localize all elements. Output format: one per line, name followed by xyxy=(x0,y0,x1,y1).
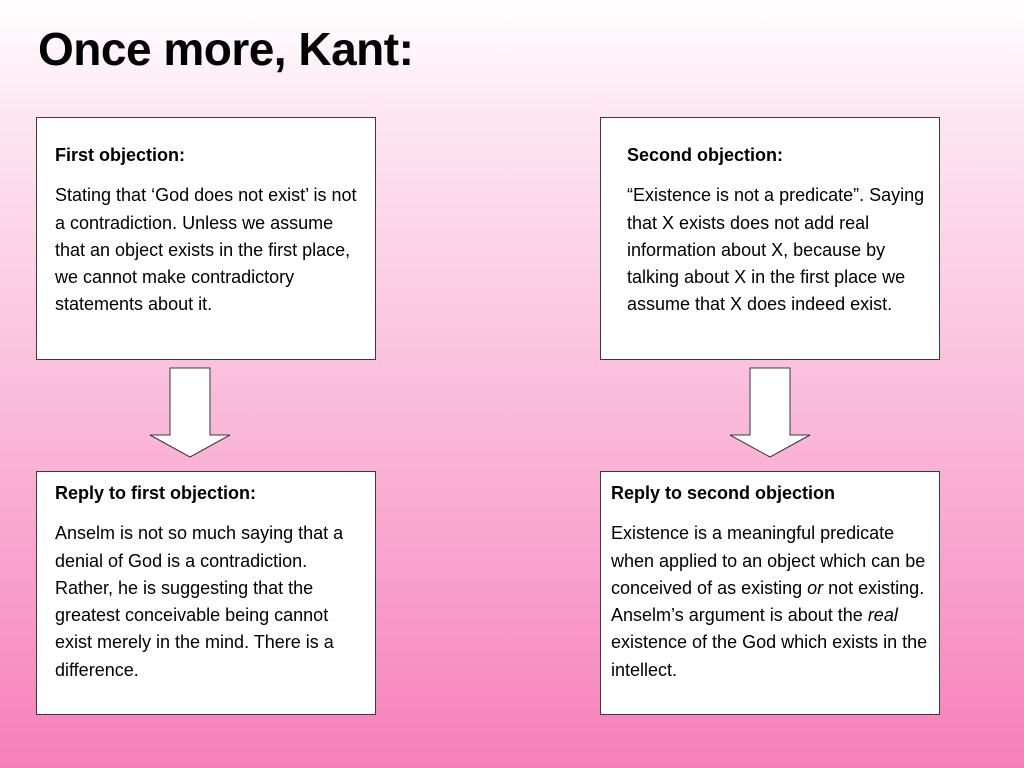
second-objection-text: “Existence is not a predicate”. Saying that X exists does not add real information about X, because by talking about X in the first place we assume that X does indeed exist. xyxy=(627,185,925,315)
reply-second-text-part2: not existing. Anselm’s argument is about the xyxy=(611,577,925,626)
reply-first-heading: Reply to first objection: xyxy=(55,483,257,503)
down-arrow-right xyxy=(728,367,812,459)
reply-second-text xyxy=(611,520,929,684)
reply-second-emphasis-or: or xyxy=(807,577,824,598)
reply-second-heading: Reply to second objection xyxy=(611,483,836,503)
first-objection-box xyxy=(36,117,376,360)
reply-first-objection-box xyxy=(36,471,376,715)
reply-first-text: Anselm is not so much saying that a denial of God is a contradiction. Rather, he is suggesting that the greatest conceivable being cannot exist merely in the mind. There is a difference. xyxy=(55,523,344,680)
down-arrow-left xyxy=(148,367,232,459)
reply-second-emphasis-real: real xyxy=(867,605,898,626)
slide-title: Once more, Kant: xyxy=(38,23,414,75)
reply-second-objection-box xyxy=(600,471,940,715)
second-objection-box xyxy=(600,117,940,360)
first-objection-text: Stating that ‘God does not exist’ is not a contradiction. Unless we assume that an object exists in the first place, we cannot make contradictory statements about it. xyxy=(55,185,357,315)
reply-second-text-part3: existence of the God which exists in the intellect. xyxy=(611,632,928,680)
first-objection-heading: First objection: xyxy=(55,145,185,165)
reply-second-text-part1: Existence is a meaningful predicate when applied to an object which can be conceived of as existing xyxy=(611,523,926,598)
second-objection-heading: Second objection: xyxy=(627,145,784,165)
